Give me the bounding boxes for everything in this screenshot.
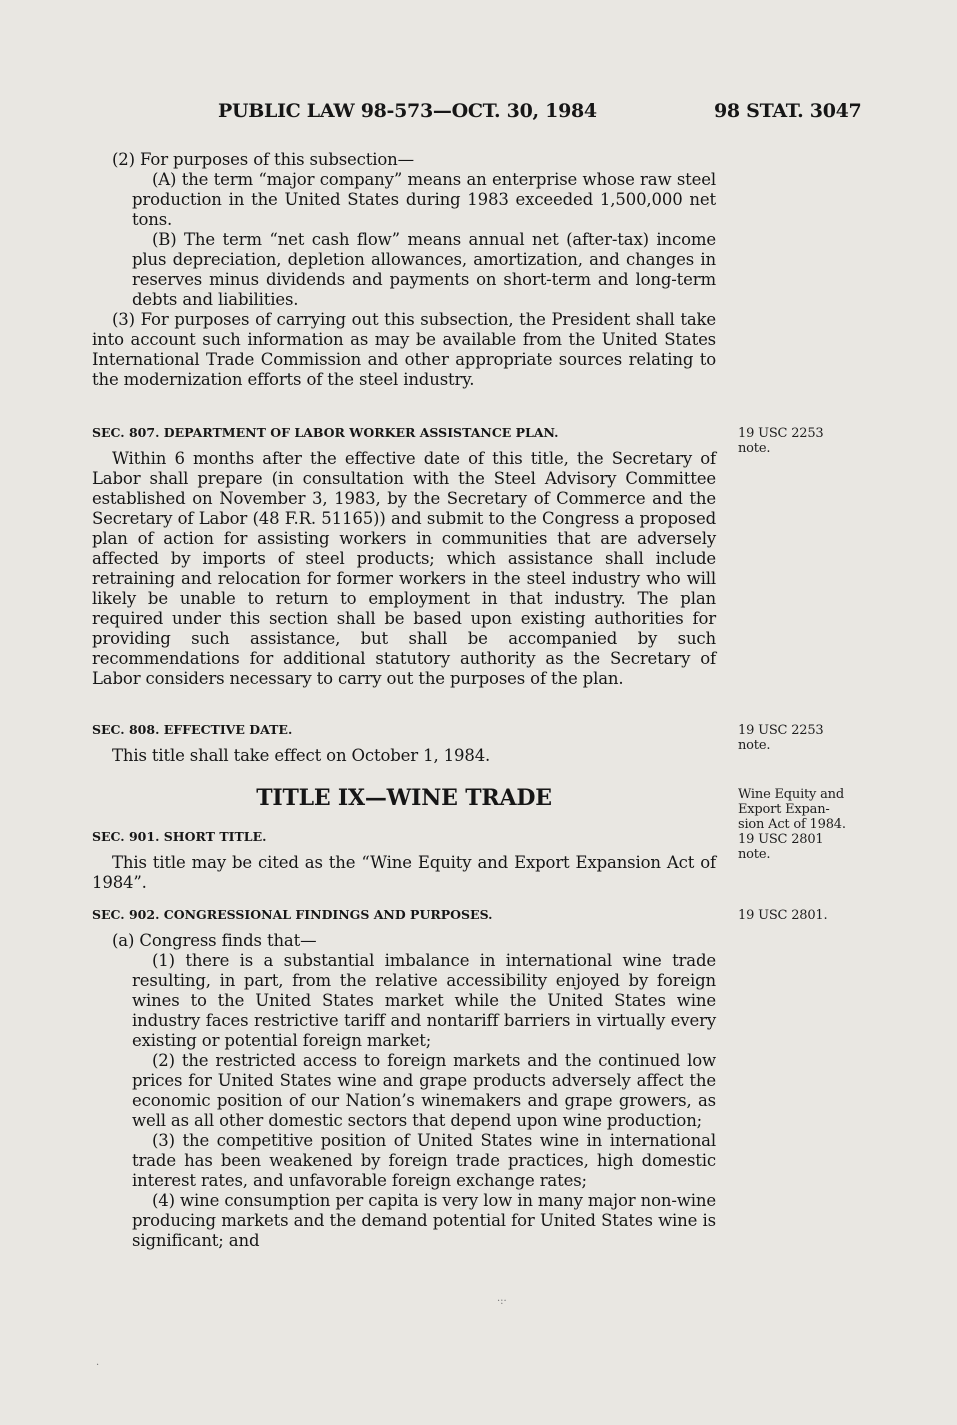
title-ix-block [92,784,716,812]
finding-2: (2) the restricted access to foreign markets and the continued low prices for United States wine and grape products adversely affect the economic position of our Nation’s winemakers and grape growers, as well as all other domestic sectors that depend upon wine production; [132,1051,716,1130]
sec-808-heading: SEC. 808. EFFECTIVE DATE. [92,722,293,737]
running-header-left: PUBLIC LAW 98-573—OCT. 30, 1984 [218,100,597,122]
running-header-right: 98 STAT. 3047 [714,100,862,122]
sec-902-body [92,931,716,1251]
paragraph-2b: (B) The term “net cash flow” means annual net (after-tax) income plus depreciation, depletion allowances, amortization, and changes in reserves minus dividends and payments on short-term and long-term debts and liabilities. [132,230,716,309]
sec-901-body [92,853,716,893]
finding-3: (3) the competitive position of United States wine in international trade has been weakened by foreign trade practices, high domestic interest rates, and unfavorable foreign exchange rates; [132,1131,716,1190]
margin-note-901: Wine Equity and Export Expan- sion Act of 1984. 19 USC 2801 note. [738,787,846,862]
margin-note-902: 19 USC 2801. [738,908,828,923]
finding-1: (1) there is a substantial imbalance in international wine trade resulting, in part, from the relative accessibility enjoyed by foreign wines to the United States market while the United States wine industry faces restrictive tariff and nontariff barriers in virtually every existing or potential foreign market; [132,951,716,1050]
sec-902-heading: SEC. 902. CONGRESSIONAL FINDINGS AND PURPOSES. [92,907,493,922]
scan-speck: ·:· [497,1296,507,1307]
subsection-block [92,150,716,390]
sec-807-body [92,449,716,689]
sec-901-text: This title may be cited as the “Wine Equity and Export Expansion Act of 1984”. [92,853,716,892]
sec-901-heading: SEC. 901. SHORT TITLE. [92,829,267,844]
paragraph-2: (2) For purposes of this subsection— [112,150,414,169]
sec-807-heading: SEC. 807. DEPARTMENT OF LABOR WORKER ASSISTANCE PLAN. [92,425,559,440]
sec-807-text: Within 6 months after the effective date of this title, the Secretary of Labor shall prepare (in consultation with the Steel Advisory Committee established on November 3, 1983, by the Secretary of Commerce and the Secretary of Labor (48 F.R. 51165)) and submit to the Congress a proposed plan of action for assisting workers in communities that are adversely affected by imports of steel products; which assistance shall include retraining and relocation for former workers in the steel industry who will likely be unable to return to employment in that industry. The plan required under this section shall be based upon existing authorities for providing such assistance, but shall be accompanied by such recommendations for additional statutory authority as the Secretary of Labor considers necessary to carry out the purposes of the plan. [92,449,716,688]
margin-note-807: 19 USC 2253 note. [738,426,824,456]
scan-speck: · [96,1360,100,1371]
sec-902-a: (a) Congress finds that— [112,931,317,950]
title-ix-heading: TITLE IX—WINE TRADE [256,785,552,811]
sec-808-text: This title shall take effect on October 1, 1984. [112,746,491,765]
paragraph-2a: (A) the term “major company” means an enterprise whose raw steel production in the United States during 1983 exceeded 1,500,000 net tons. [132,170,716,229]
finding-4: (4) wine consumption per capita is very low in many major non-wine producing markets and the demand potential for United States wine is significant; and [132,1191,716,1250]
sec-808-body [92,746,716,766]
paragraph-3: (3) For purposes of carrying out this subsection, the President shall take into account such information as may be available from the United States International Trade Commission and other appropriate sources relating to the modernization efforts of the steel industry. [92,310,716,389]
margin-note-808: 19 USC 2253 note. [738,723,824,753]
